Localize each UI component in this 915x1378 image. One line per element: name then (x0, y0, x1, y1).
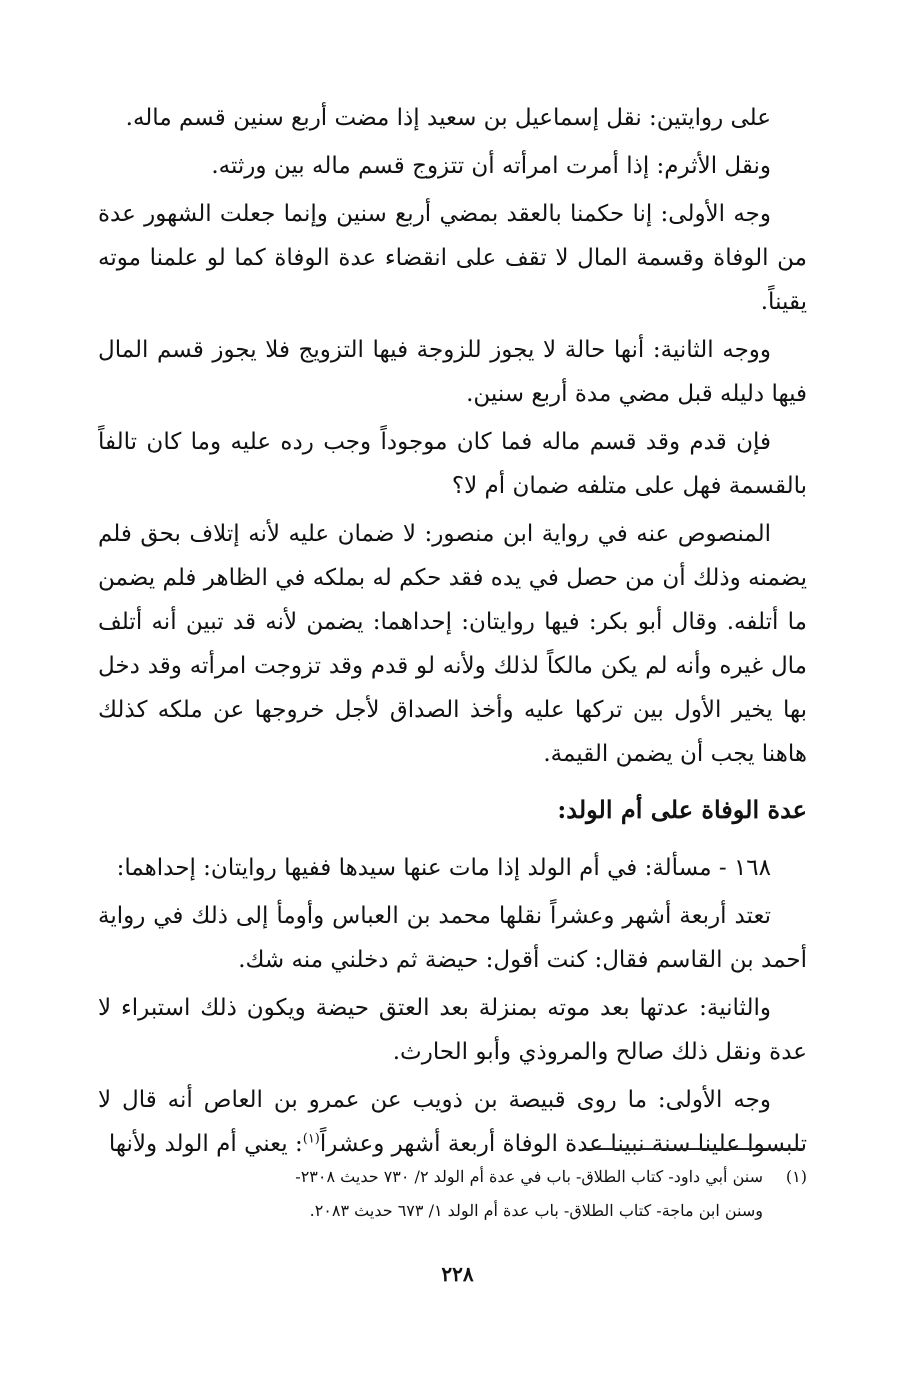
paragraph: المنصوص عنه في رواية ابن منصور: لا ضمان عليه لأنه إتلاف بحق فلم يضمنه وذلك أن من حصل في يده فقد حكم له بملكه في الظاهر فلم يضمن ما أتلفه. وقال أبو بكر: فيها روايتان: إحداهما: يضمن لأنه قد تبين أنه أتلف مال غيره وأنه لم يكن مالكاً لذلك ولأنه لو قدم وقد تزوجت امرأته وقد دخل بها يخير الأول بين تركها عليه وأخذ الصداق لأجل خروجها عن ملكه كذلك هاهنا يجب أن يضمن القيمة. (98, 521, 807, 767)
page-number: ٢٢٨ (441, 1262, 474, 1286)
footnotes (130, 1160, 807, 1228)
footnote-text: سنن أبي داود- كتاب الطلاق- باب في عدة أم الولد ٢/ ٧٣٠ حديث ٢٣٠٨- (295, 1167, 763, 1186)
paragraph: فإن قدم وقد قسم ماله فما كان موجوداً وجب رده عليه وما كان تالفاً بالقسمة فهل على متلفه ضمان أم لا؟ (98, 429, 807, 499)
footnote-continuation: وسنن ابن ماجة- كتاب الطلاق- باب عدة أم الولد ١/ ٦٧٣ حديث ٢٠٨٣. (309, 1201, 763, 1220)
paragraph: والثانية: عدتها بعد موته بمنزلة بعد العتق حيضة ويكون ذلك استبراء لا عدة ونقل ذلك صالح والمروذي وأبو الحارث. (98, 995, 807, 1065)
paragraph: ونقل الأثرم: إذا أمرت امرأته أن تتزوج قسم ماله بين ورثته. (211, 153, 771, 179)
paragraph: على روايتين: نقل إسماعيل بن سعيد إذا مضت أربع سنين قسم ماله. (125, 105, 771, 131)
paragraph: وجه الأولى: إنا حكمنا بالعقد بمضي أربع سنين وإنما جعلت الشهور عدة من الوفاة وقسمة المال لا تقف على انقضاء عدة الوفاة كما لو علمنا موته يقيناً. (98, 201, 807, 315)
footnote-reference[interactable]: (١) (302, 1131, 320, 1147)
footnote-separator (582, 1148, 804, 1150)
paragraph-text: : يعني أم الولد ولأنها (108, 1131, 303, 1157)
main-text (98, 96, 807, 1170)
paragraph: تعتد أربعة أشهر وعشراً نقلها محمد بن العباس وأومأ إلى ذلك في رواية أحمد بن القاسم فقال: كنت أقول: حيضة ثم دخلني منه شك. (98, 903, 807, 973)
paragraph-with-footnote-ref (98, 1078, 807, 1166)
paragraph: ووجه الثانية: أنها حالة لا يجوز للزوجة فيها التزويج فلا يجوز قسم المال فيها دليله قبل مضي مدة أربع سنين. (98, 337, 807, 407)
footnote-number: (١) (785, 1167, 807, 1186)
paragraph: ١٦٨ - مسألة: في أم الولد إذا مات عنها سيدها ففيها روايتان: إحداهما: (116, 855, 771, 881)
footnote-item (130, 1160, 807, 1194)
section-heading: عدة الوفاة على أم الولد: (557, 795, 807, 824)
paragraph-text: وجه الأولى: ما روى قبيصة بن ذويب عن عمرو بن العاص أنه قال لا تلبسوا علينا سنة نبينا عدة الوفاة أربعة أشهر وعشراً (98, 1087, 807, 1157)
